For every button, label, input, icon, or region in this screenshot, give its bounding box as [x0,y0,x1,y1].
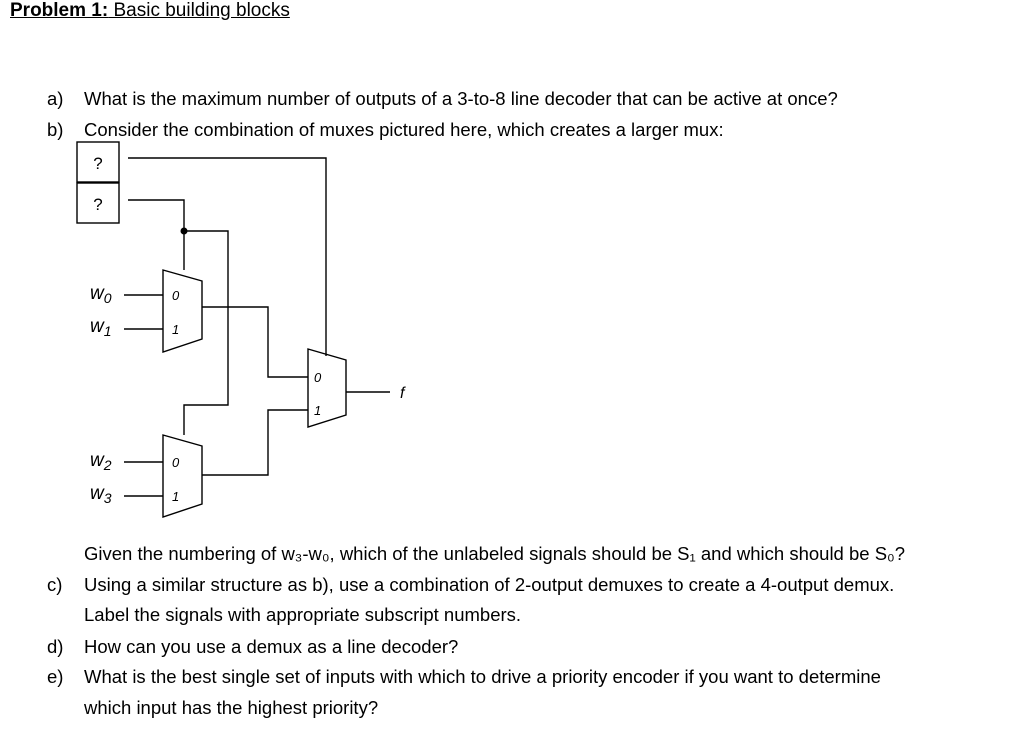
select-box-2-label: ? [93,195,103,214]
input-w1-label: $w_1$ [90,316,112,339]
mux-top-in1: 1 [172,322,180,337]
question-e-label: e) [47,666,64,687]
mux-final-in0: 0 [314,370,322,385]
select-wire-2-branch [184,231,228,435]
problem-title-text: Basic building blocks [108,0,290,21]
question-d-label: d) [47,636,64,657]
wire-mux-top-out [202,307,308,377]
problem-number: Problem 1: [10,0,109,21]
select-box-1-label: ? [93,154,103,173]
wire-mux-bottom-out [202,410,308,475]
mux-top-in0: 0 [172,288,180,303]
mux-final-in1: 1 [314,403,322,418]
question-a-label: a) [47,88,64,109]
select-wire-1 [128,158,326,356]
question-c [47,574,895,596]
question-b-label: b) [47,119,64,140]
mux-bottom-in1: 1 [172,489,180,504]
question-c-line2: Label the signals with appropriate subscript numbers. [84,604,522,625]
mux-bottom-in0: 0 [172,455,180,470]
question-e-line2: which input has the highest priority? [84,697,379,718]
question-e-line1: What is the best single set of inputs with which to drive a priority encoder if you want to determine [84,666,881,687]
question-d-text: How can you use a demux as a line decoder? [84,636,459,657]
question-b-text: Consider the combination of muxes pictured here, which creates a larger mux: [84,119,724,140]
input-w0-label: $w_0$ [90,283,112,306]
question-c-label: c) [47,574,63,595]
junction-dot [181,228,188,235]
question-b-followup: Given the numbering of w₃-w₀, which of the unlabeled signals should be S₁ and which should be S₀? [84,543,906,564]
question-a-text: What is the maximum number of outputs of a 3-to-8 line decoder that can be active at once? [84,88,838,109]
mux-bottom [163,435,202,517]
output-f-label: f [400,385,405,402]
mux-top [163,270,202,352]
question-d [47,636,459,658]
select-wire-2 [128,200,184,270]
question-e [47,666,881,688]
input-w3-label: $w_3$ [90,483,112,506]
question-c-line1: Using a similar structure as b), use a combination of 2-output demuxes to create a 4-output demux. [84,574,895,595]
input-w2-label: $w_2$ [90,450,112,473]
